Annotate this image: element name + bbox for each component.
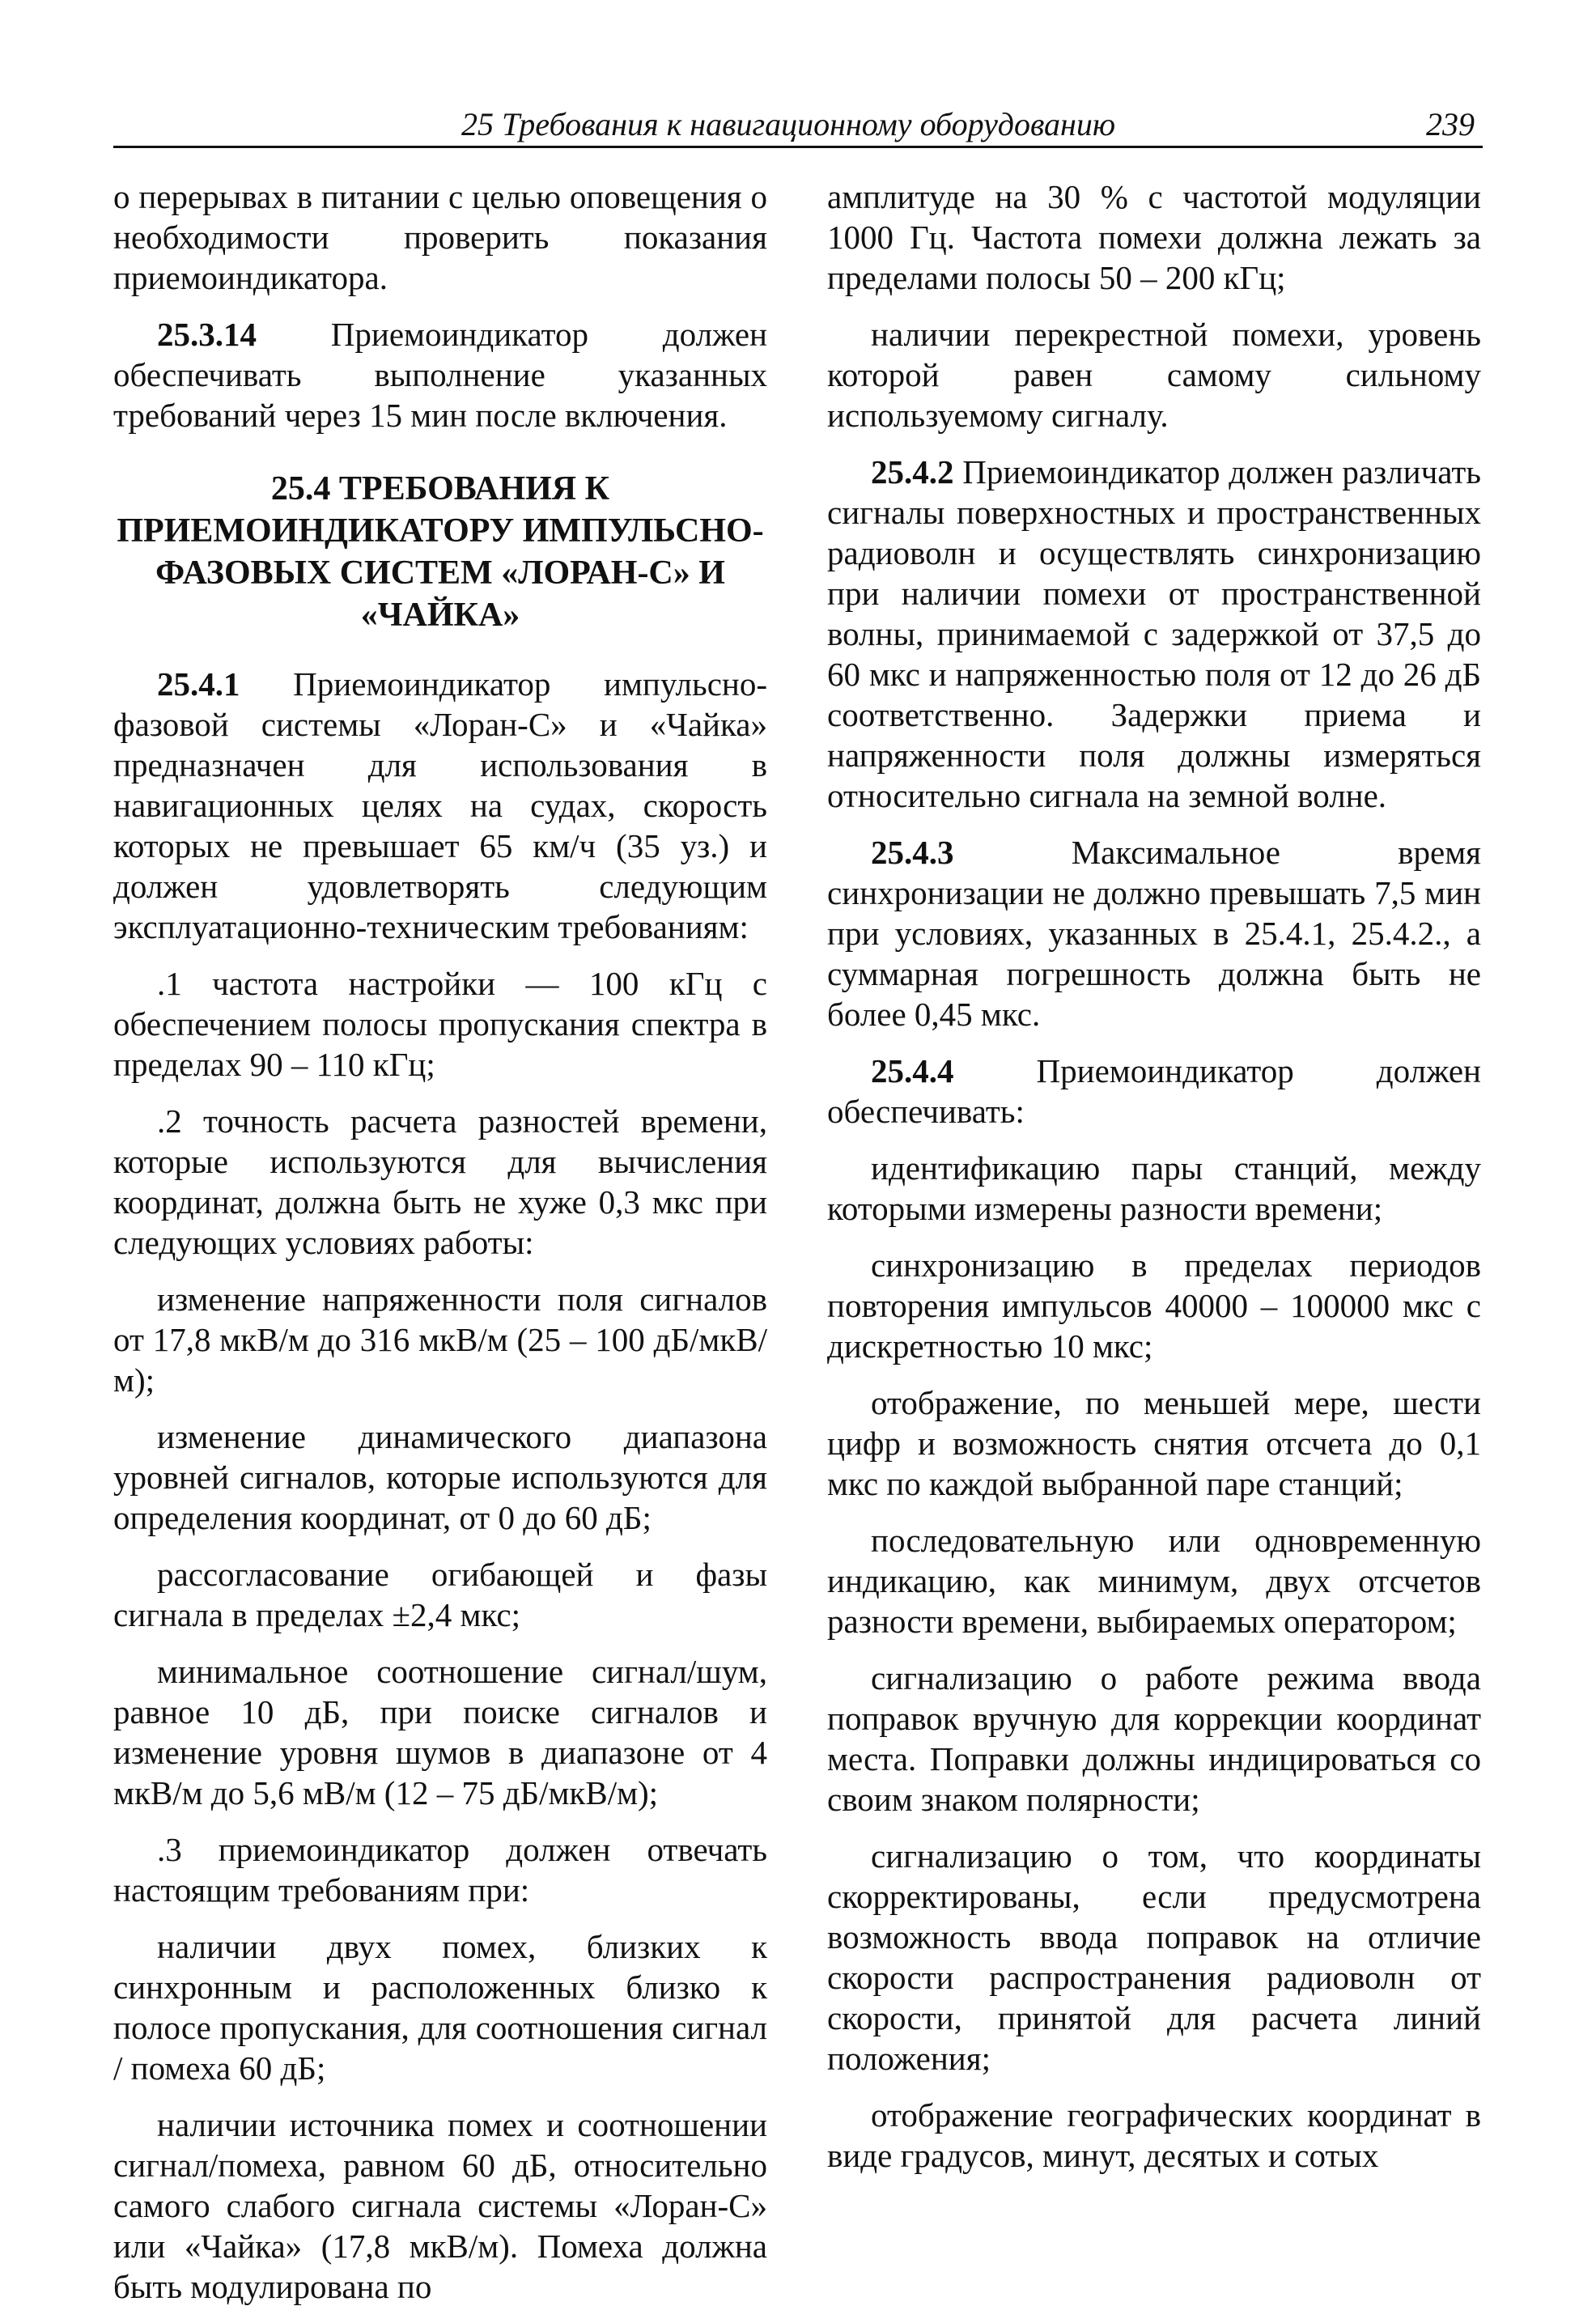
clause-number: 25.4.4 <box>871 1052 954 1089</box>
requirement-item: отображение, по меньшей мере, шести цифр и возможность снятия отсчета до 0,1 мкс по каждой выбранной паре станций; <box>827 1384 1481 1502</box>
paragraph-25-3-14 <box>113 314 767 435</box>
page-number: 239 <box>1426 106 1475 142</box>
clause-text: Приемоиндикатор должен обеспечивать: <box>827 1052 1481 1130</box>
right-column <box>827 176 1481 2192</box>
running-head <box>113 104 1483 148</box>
paragraph: о перерывах в питании с целью оповещения о необходимости проверить показания приемоиндикатора. <box>113 178 767 296</box>
condition-item: рассогласование огибающей и фазы сигнала в пределах ±2,4 мкс; <box>113 1556 767 1633</box>
running-head-title: 25 Требования к навигационному оборудованию <box>461 106 1116 142</box>
requirement-item: идентификацию пары станций, между которыми измерены разности времени; <box>827 1149 1481 1227</box>
requirement-item: синхронизацию в пределах периодов повторения импульсов 40000 – 100000 мкс с дискретностью 10 мкс; <box>827 1246 1481 1365</box>
list-item: .2 точность расчета разностей времени, которые используются для вычисления координат, должна быть не хуже 0,3 мкс при следующих условиях работы: <box>113 1102 767 1261</box>
clause-number: 25.4.2 <box>871 453 954 491</box>
paragraph-25-4-4 <box>827 1051 1481 1132</box>
clause-number: 25.4.3 <box>871 834 954 871</box>
clause-number: 25.4.1 <box>157 665 240 703</box>
condition-item: наличии перекрестной помехи, уровень которой равен самому сильному используемому сигналу. <box>827 316 1481 434</box>
paragraph-25-4-3 <box>827 832 1481 1034</box>
condition-item: изменение напряженности поля сигналов от 17,8 мкВ/м до 316 мкВ/м (25 – 100 дБ/мкВ/м); <box>113 1280 767 1399</box>
clause-number: 25.3.14 <box>157 316 257 353</box>
clause-text: Приемоиндикатор должен различать сигналы поверхностных и пространственных радиоволн и осуществлять синхронизацию при наличии помехи от пространственной волны, принимаемой с задержкой от 37,5 до 60 мкс и напряженностью поля от 12 до 26 дБ соответственно. Задержки приема и напряженности поля должны измеряться относительно сигнала на земной волне. <box>827 453 1481 814</box>
requirement-item: сигнализацию о том, что координаты скорректированы, если предусмотрена возможность ввода поправок на отличие скорости распространения радиоволн от скорости, принятой для расчета линий положения; <box>827 1837 1481 2077</box>
clause-text: Максимальное время синхронизации не должно превышать 7,5 мин при условиях, указанных в 25.4.1, 25.4.2., а суммарная погрешность должна быть не более 0,45 мкс. <box>827 834 1481 1033</box>
condition-item: наличии источника помех и соотношении сигнал/помеха, равном 60 дБ, относительно самого слабого сигнала системы «Лоран-С» или «Чайка» (17,8 мкВ/м). Помеха должна быть модулирована по <box>113 2106 767 2305</box>
requirement-item: сигнализацию о работе режима ввода поправок вручную для коррекции координат места. Поправки должны индицироваться со своим знаком полярности; <box>827 1659 1481 1818</box>
condition-item: изменение динамического диапазона уровней сигналов, которые используются для определения координат, от 0 до 60 дБ; <box>113 1418 767 1536</box>
section-heading: 25.4 ТРЕБОВАНИЯ К ПРИЕМОИНДИКАТОРУ ИМПУЛЬСНО-ФАЗОВЫХ СИСТЕМ «ЛОРАН-С» И «ЧАЙКА» <box>117 470 764 634</box>
requirement-item: отображение географических координат в виде градусов, минут, десятых и сотых <box>827 2096 1481 2174</box>
list-item: .3 приемоиндикатор должен отвечать настоящим требованиям при: <box>113 1831 767 1909</box>
list-item: .1 частота настройки — 100 кГц с обеспечением полосы пропускания спектра в пределах 90 – 110 кГц; <box>113 965 767 1083</box>
paragraph-25-4-2 <box>827 452 1481 816</box>
requirement-item: последовательную или одновременную индикацию, как минимум, двух отсчетов разности времени, выбираемых оператором; <box>827 1522 1481 1640</box>
clause-text: Приемоиндикатор импульсно-фазовой системы «Лоран-С» и «Чайка» предназначен для использования в навигационных целях на судах, скорость которых не превышает 65 км/ч (35 уз.) и должен удовлетворять следующим эксплуатационно-техническим требованиям: <box>113 665 767 945</box>
left-column <box>113 176 767 2323</box>
condition-item: минимальное соотношение сигнал/шум, равное 10 дБ, при поиске сигналов и изменение уровня шумов в диапазоне от 4 мкВ/м до 5,6 мВ/м (12 – 75 дБ/мкВ/м); <box>113 1653 767 1811</box>
paragraph: амплитуде на 30 % с частотой модуляции 1000 Гц. Частота помехи должна лежать за пределами полосы 50 – 200 кГц; <box>827 178 1481 296</box>
paragraph-25-4-1 <box>113 664 767 947</box>
clause-text: Приемоиндикатор должен обеспечивать выполнение указанных требований через 15 мин после включения. <box>113 316 767 434</box>
condition-item: наличии двух помех, близких к синхронным и расположенных близко к полосе пропускания, для соотношения сигнал / помеха 60 дБ; <box>113 1928 767 2087</box>
